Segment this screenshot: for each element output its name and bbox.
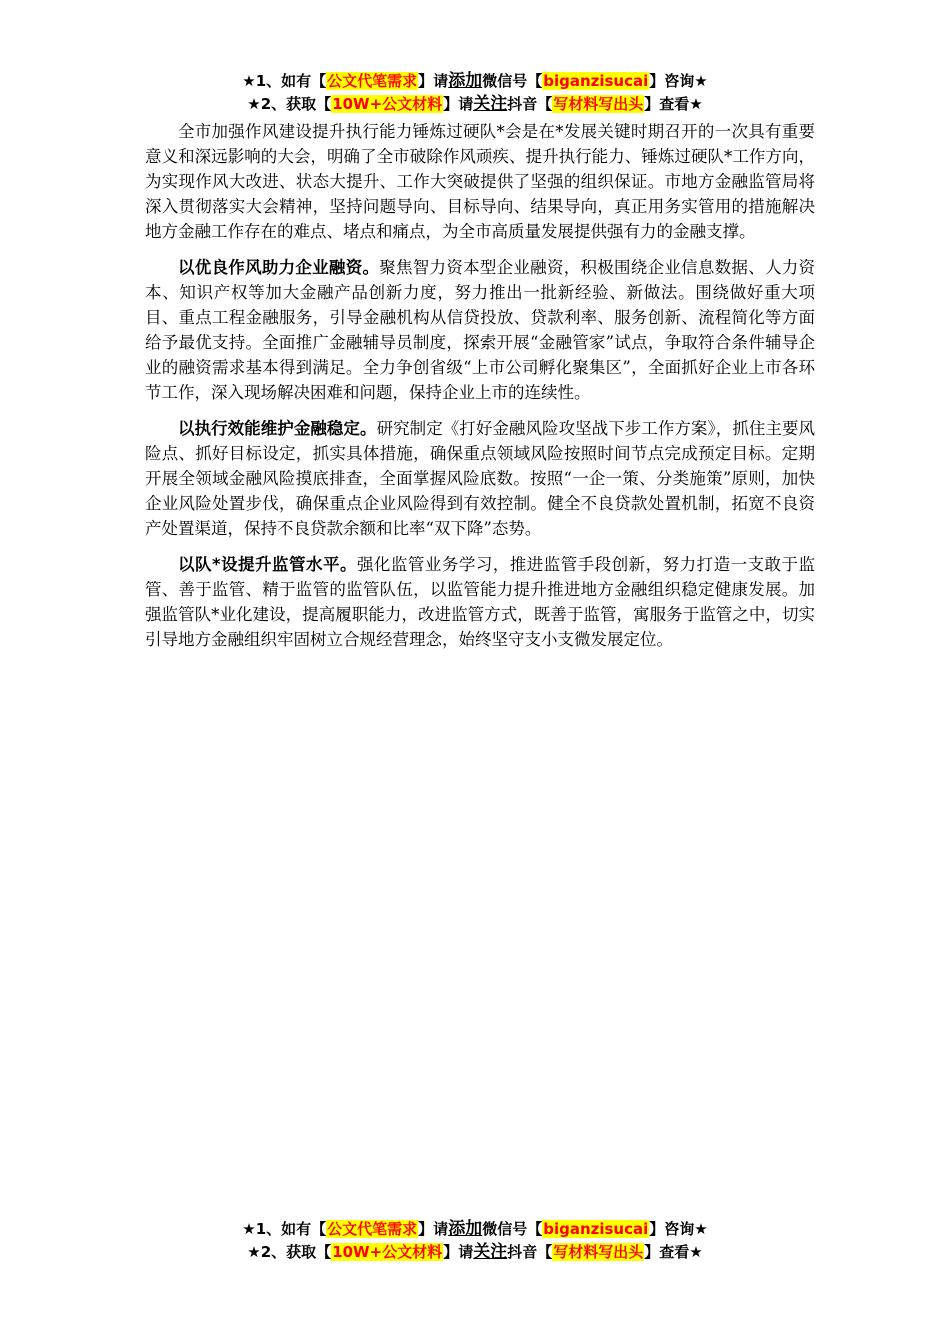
banner-text: 】请	[418, 1220, 449, 1238]
paragraph-lead: 以队*设提升监管水平。	[178, 555, 357, 574]
document-body	[145, 119, 815, 663]
paragraph-lead: 以执行效能维护金融稳定。	[178, 419, 377, 438]
banner-text: ★2、获取【	[247, 1243, 332, 1261]
paragraph-financing	[145, 255, 815, 405]
banner-text: 微信号【	[482, 72, 543, 90]
banner-text: 抖音【	[507, 95, 553, 113]
highlight-douyin-account: 写材料写出头	[553, 1243, 644, 1261]
highlight-materials: 10W+公文材料	[332, 1243, 443, 1261]
banner-text: 】请	[418, 72, 449, 90]
underlined-keyword: 关注	[473, 1242, 508, 1262]
banner-text: 】请	[443, 95, 474, 113]
paragraph-text: 强化监管业务学习，推进监管手段创新，努力打造一支敢于监管、善于监管、精于监管的监管队伍，以监管能力提升推进地方金融组织稳定健康发展。加强监管队*业化建设，提高履职能力，改进监管方式，既善于监管，寓服务于监管之中，切实引导地方金融组织牢固树立合规经营理念，始终坚守支小支微发展定位。	[145, 555, 816, 649]
paragraph-intro	[145, 119, 815, 244]
paragraph-stability	[145, 416, 815, 541]
top-banner	[0, 70, 950, 116]
banner-text: ★1、如有【	[242, 1220, 327, 1238]
banner-line-2	[0, 93, 950, 116]
banner-text: 】咨询★	[649, 1220, 708, 1238]
highlight-douyin-account: 写材料写出头	[553, 95, 644, 113]
underlined-keyword: 关注	[473, 94, 508, 114]
bottom-banner	[0, 1218, 950, 1264]
banner-line-1	[0, 70, 950, 93]
banner-line-1	[0, 1218, 950, 1241]
banner-line-2	[0, 1241, 950, 1264]
banner-text: 微信号【	[482, 1220, 543, 1238]
highlight-service: 公文代笔需求	[327, 72, 418, 90]
highlight-service: 公文代笔需求	[327, 1220, 418, 1238]
paragraph-supervision	[145, 552, 815, 652]
banner-text: 】查看★	[644, 95, 703, 113]
banner-text: 】请	[443, 1243, 474, 1261]
banner-text: 】咨询★	[649, 72, 708, 90]
paragraph-text: 全市加强作风建设提升执行能力锤炼过硬队*会是在*发展关键时期召开的一次具有重要意义和深远影响的大会，明确了全市破除作风顽疾、提升执行能力、锤炼过硬队*工作方向，为实现作风大改进、状态大提升、工作大突破提供了坚强的组织保证。市地方金融监管局将深入贯彻落实大会精神，坚持问题导向、目标导向、结果导向，真正用务实管用的措施解决地方金融工作存在的难点、堵点和痛点，为全市高质量发展提供强有力的金融支撑。	[145, 122, 815, 241]
underlined-keyword: 添加	[448, 1219, 483, 1239]
banner-text: ★1、如有【	[242, 72, 327, 90]
highlight-wechat-id: biganzisucai	[543, 72, 649, 90]
highlight-wechat-id: biganzisucai	[543, 1220, 649, 1238]
paragraph-text: 聚焦智力资本型企业融资，积极围绕企业信息数据、人力资本、知识产权等加大金融产品创新力度，努力推出一批新经验、新做法。围绕做好重大项目、重点工程金融服务，引导金融机构从信贷投放、贷款利率、服务创新、流程简化等方面给予最优支持。全面推广金融辅导员制度，探索开展“金融管家”试点，争取符合条件辅导企业的融资需求基本得到满足。全力争创省级“上市公司孵化聚集区”，全面抓好企业上市各环节工作，深入现场解决困难和问题，保持企业上市的连续性。	[145, 258, 816, 402]
banner-text: 抖音【	[507, 1243, 553, 1261]
banner-text: ★2、获取【	[247, 95, 332, 113]
paragraph-lead: 以优良作风助力企业融资。	[178, 258, 380, 277]
paragraph-text: 研究制定《打好金融风险攻坚战下步工作方案》，抓住主要风险点、抓好目标设定，抓实具体措施，确保重点领域风险按照时间节点完成预定目标。定期开展全领域金融风险摸底排查，全面掌握风险底数。按照“一企一策、分类施策”原则，加快企业风险处置步伐，确保重点企业风险得到有效控制。健全不良贷款处置机制，拓宽不良资产处置渠道，保持不良贷款余额和比率“双下降”态势。	[145, 419, 816, 538]
highlight-materials: 10W+公文材料	[332, 95, 443, 113]
banner-text: 】查看★	[644, 1243, 703, 1261]
underlined-keyword: 添加	[448, 71, 483, 91]
